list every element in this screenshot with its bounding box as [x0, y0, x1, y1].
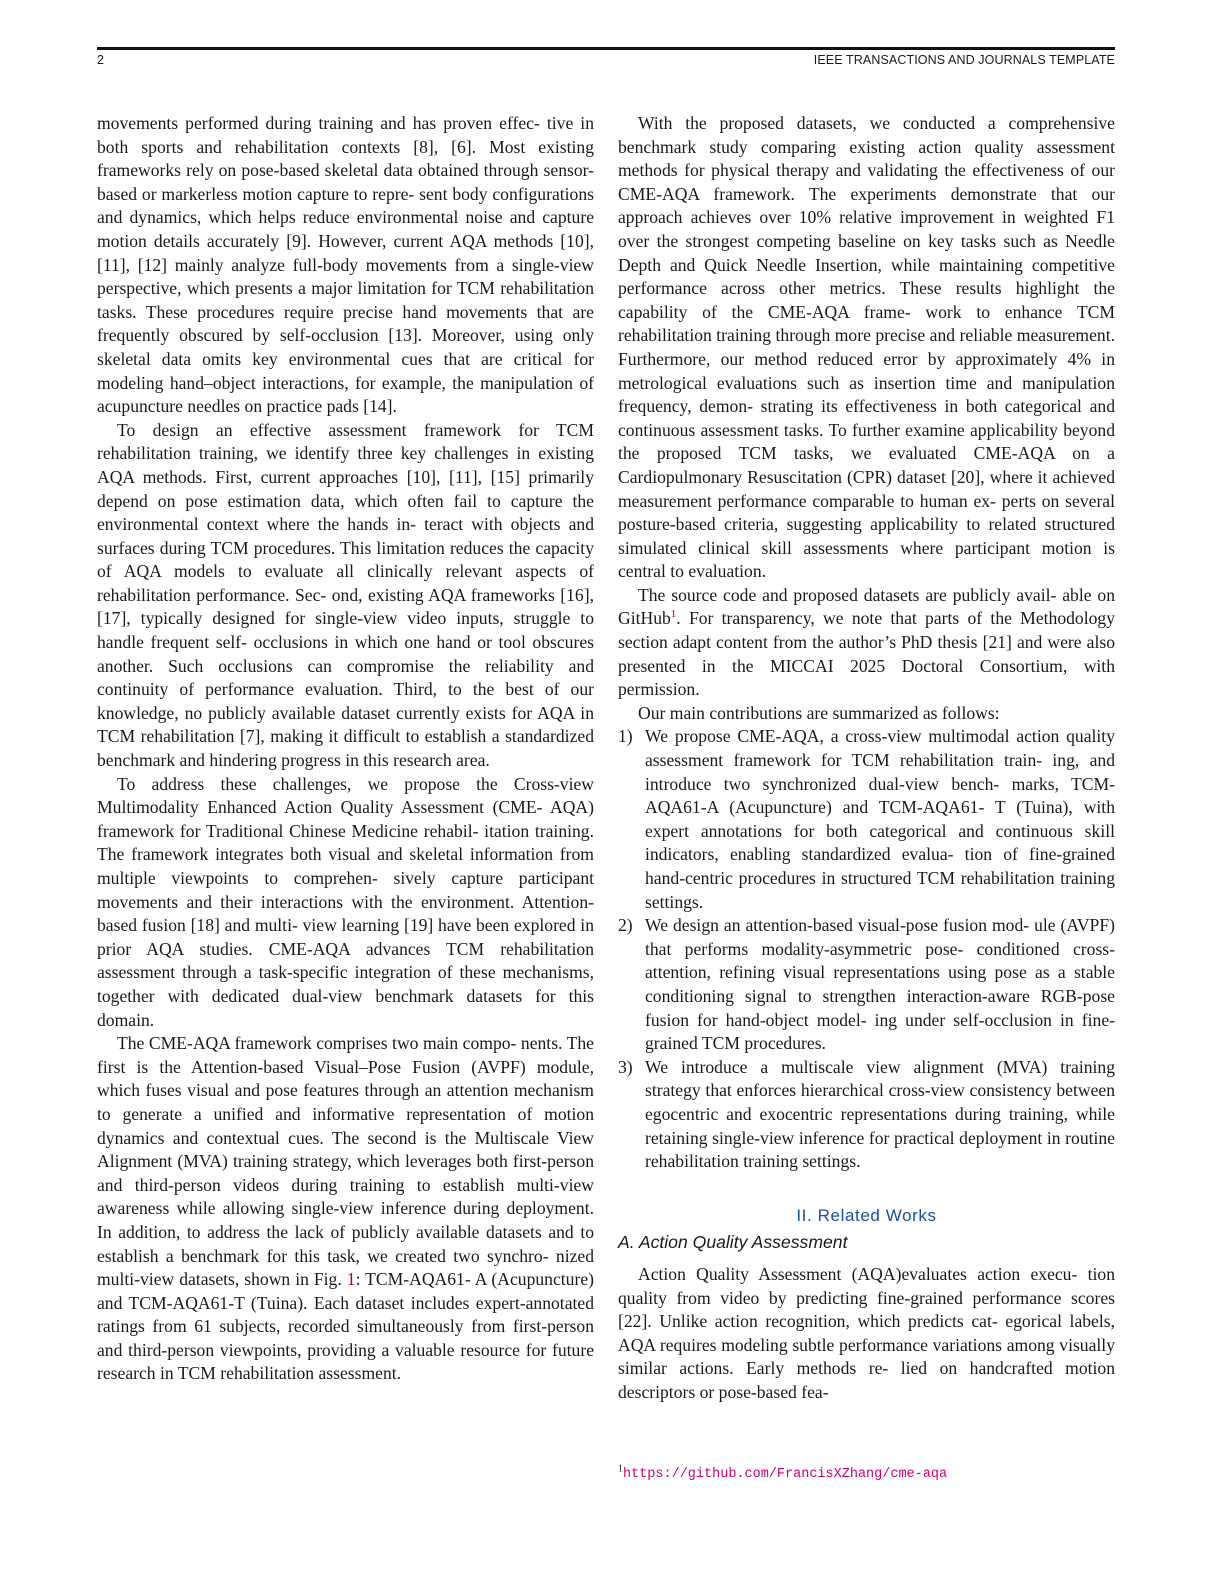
footnote-mark: 1 — [618, 1463, 623, 1475]
list-item — [618, 725, 1115, 914]
footnote-reference-link[interactable]: 1 — [670, 608, 677, 621]
paragraph: Our main contributions are summarized as follows: — [638, 702, 1000, 723]
left-column — [97, 112, 594, 1386]
contributions-list — [618, 725, 1115, 1173]
paragraph: To address these challenges, we propose the Cross-view Multimodality Enhanced Action Quality Assessment (CME- AQA) framework for Traditional Chinese Medicine rehabil- itation training. The framework integrates both visual and skeletal information from multiple viewpoints to comprehen- sively capture participant movements and their interactions with the environment. Attention-based fusion [18] and multi- view learning [19] have been explored in prior AQA studies. CME-AQA advances TCM rehabilitation assessment through a task-specific integration of these mechanisms, together with dedicated dual-view benchmark datasets for this domain. — [97, 773, 594, 1030]
header-rule — [97, 47, 1115, 50]
text-span: The source code and proposed datasets are publicly avail- able on GitHub — [618, 584, 1115, 629]
page-number: 2 — [97, 53, 104, 67]
list-text: We introduce a multiscale view alignment (MVA) training strategy that enforces hierarchical cross-view consistency between egocentric and exocentric representations during training, while retaining single-view inference for practical deployment in routine rehabilitation training settings. — [645, 1056, 1115, 1172]
page-header — [97, 52, 1115, 69]
list-item — [618, 914, 1115, 1056]
paragraph — [618, 584, 1115, 702]
subsection-heading: A. Action Quality Assessment — [618, 1232, 848, 1253]
paragraph: Action Quality Assessment (AQA)evaluates action execu- tion quality from video by predicting fine-grained performance scores [22]. Unlike action recognition, which predicts cat- egorical labels, AQA requires modeling subtle performance variations among visually similar actions. Early methods re- lied on handcrafted motion descriptors or pose-based fea- — [618, 1263, 1115, 1402]
text-span: . For transparency, we note that parts of the Methodology section adapt content from the author’s PhD thesis [21] and were also presented in the MICCAI 2025 Doctoral Consortium, with permission. — [618, 608, 1115, 700]
journal-title: IEEE TRANSACTIONS AND JOURNALS TEMPLATE — [813, 53, 1115, 67]
list-text: We design an attention-based visual-pose fusion mod- ule (AVPF) that performs modality-asymmetric pose- conditioned cross-attention, refining visual representations using pose as a stable conditioning signal to strengthen interaction-aware RGB-pose fusion for hand-object model- ing under self-occlusion in fine-grained TCM procedures. — [645, 915, 1115, 1054]
footnote — [618, 1464, 1115, 1484]
section-heading: II. Related Works — [796, 1205, 937, 1225]
right-column — [618, 112, 1115, 1404]
list-item — [618, 1056, 1115, 1174]
list-number: 3) — [618, 1056, 633, 1077]
list-text: We propose CME-AQA, a cross-view multimodal action quality assessment framework for TCM rehabilitation train- ing, and introduce two synchronized dual-view bench- marks, TCM-AQA61-A (Acupuncture) and TCM-AQA61- T (Tuina), with expert annotations for both categorical and continuous skill indicators, enabling standardized evalua- tion of fine-grained hand-centric procedures in structured TCM rehabilitation training settings. — [645, 726, 1115, 912]
paragraph: To design an effective assessment framework for TCM rehabilitation training, we identify three key challenges in existing AQA methods. First, current approaches [10], [11], [15] primarily depend on pose estimation data, which often fail to capture the environmental context where the hands in- teract with objects and surfaces during TCM procedures. This limitation reduces the capacity of AQA models to evaluate all clinically relevant aspects of rehabilitation performance. Sec- ond, existing AQA frameworks [16], [17], typically designed for single-view video inputs, struggle to handle frequent self- occlusions in which one hand or tool obscures another. Such occlusions can compromise the reliability and continuity of performance evaluation. Third, to the best of our knowledge, no publicly available dataset currently exists for AQA in TCM rehabilitation [7], making it difficult to establish a standardized benchmark and hindering progress in this research area. — [97, 419, 594, 771]
figure-reference-link[interactable]: 1 — [346, 1269, 356, 1290]
paragraph — [97, 1032, 594, 1386]
github-url-link[interactable]: https://github.com/FrancisXZhang/cme-aqa — [623, 1467, 948, 1482]
list-number: 2) — [618, 915, 633, 936]
list-number: 1) — [618, 726, 633, 747]
text-span: : TCM-AQA61- A (Acupuncture) and TCM-AQA61-T (Tuina). Each dataset includes expert-annotated ratings from 61 subjects, recorded simultaneously from first-person and third-person viewpoints, providing a valuable resource for future research in TCM rehabilitation assessment. — [97, 1269, 595, 1384]
text-span: The CME-AQA framework comprises two main compo- nents. The first is the Attention-based Visual–Pose Fusion (AVPF) module, which fuses visual and pose features through an attention mechanism to generate a unified and informative representation of motion dynamics and contextual cues. The second is the Multiscale View Alignment (MVA) training strategy, which leverages both first-person and third-person videos during training to establish multi-view awareness while allowing single-view inference during deployment. In addition, to address the lack of publicly available datasets and to establish a benchmark for this task, we created two synchro- nized multi-view datasets, shown in Fig. — [97, 1033, 594, 1290]
paragraph: With the proposed datasets, we conducted a comprehensive benchmark study comparing existing action quality assessment methods for physical therapy and validating the effectiveness of our CME-AQA framework. The experiments demonstrate that our approach achieves over 10% relative improvement in weighted F1 over the strongest competing baseline on key tasks such as Needle Depth and Quick Needle Insertion, while maintaining competitive performance across other metrics. These results highlight the capability of the CME-AQA frame- work to enhance TCM rehabilitation training through more precise and reliable measurement. Furthermore, our method reduced error by approximately 4% in metrological evaluations such as insertion time and manipulation frequency, demon- strating its effectiveness in both categorical and continuous assessment tasks. To further examine applicability beyond the proposed TCM tasks, we evaluated CME-AQA on a Cardiopulmonary Resuscitation (CPR) dataset [20], where it achieved measurement performance comparable to human ex- perts on several posture-based criteria, suggesting applicability to related structured simulated clinical skill assessments where participant motion is central to evaluation. — [618, 113, 1115, 582]
paragraph: movements performed during training and has proven effec- tive in both sports and rehabilitation contexts [8], [6]. Most existing frameworks rely on pose-based skeletal data obtained through sensor-based or markerless motion capture to repre- sent body configurations and dynamics, which helps reduce environmental noise and capture motion details accurately [9]. However, current AQA methods [10], [11], [12] mainly analyze full-body movements from a single-view perspective, which presents a major limitation for TCM rehabilitation tasks. These procedures require precise hand movements that are frequently obscured by self-occlusion [13]. Moreover, using only skeletal data omits key environmental cues that are critical for modeling hand–object interactions, for example, the manipulation of acupuncture needles on practice pads [14]. — [97, 113, 594, 417]
